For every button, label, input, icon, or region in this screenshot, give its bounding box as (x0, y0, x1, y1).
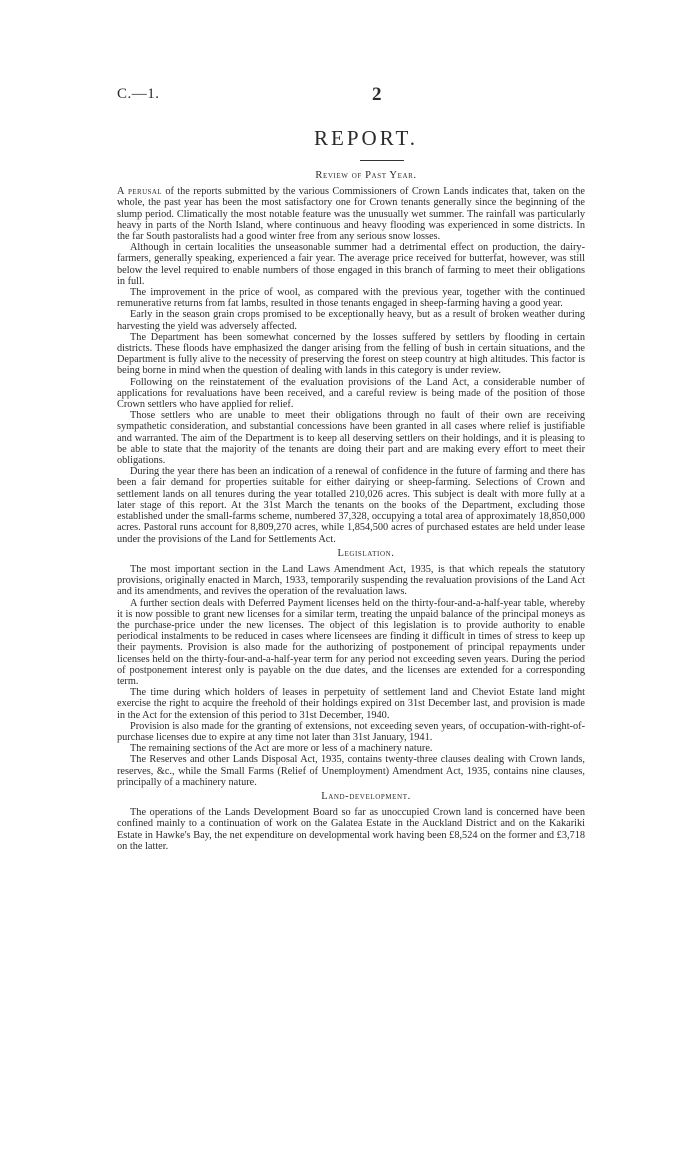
review-paragraph-8: During the year there has been an indication of a renewal of confidence in the future of farming and there has been a fair demand for properties suitable for either dairying or sheep-farming. Selections of Crown and settlement lands on all tenures during the year totalled 210,026 acres. This subject is dealt with more fully at a later stage of this report. At the 31st March the tenants on the books of the Department, excluding those established under the small-farms scheme, numbered 37,328, occupying a total area of approximately 18,850,000 acres. Pastoral runs account for 8,809,270 acres, while 1,854,500 acres of purchased estates are held under lease under the provisions of the Land for Settlements Act. (117, 466, 585, 545)
report-title: REPORT. (314, 126, 418, 150)
title-divider (360, 160, 404, 161)
legislation-paragraph-4: Provision is also made for the granting of extensions, not exceeding seven years, of occupation-with-right-of-purchase licenses due to expire at any time not later than 31st January, 1941. (117, 720, 585, 743)
review-paragraph-4: Early in the season grain crops promised to be exceptionally heavy, but as a result of broken weather during harvesting the yield was adversely affected. (117, 309, 585, 332)
legislation-paragraph-3: The time during which holders of leases in perpetuity of settlement land and Cheviot Estate land might exercise the right to acquire the freehold of their holdings expired on 31st December last, and provision is made in the Act for the extension of this period to 31st December, 1940. (117, 687, 585, 721)
review-paragraph-3: The improvement in the price of wool, as compared with the previous year, together with the continued remunerative returns from fat lambs, resulted in those tenants engaged in sheep-farming having a good year. (117, 287, 585, 310)
review-paragraph-1 (117, 186, 585, 242)
land-development-heading: Land-development. (321, 790, 411, 802)
legislation-paragraph-5: The remaining sections of the Act are more or less of a machinery nature. (130, 743, 433, 755)
review-paragraph-5: The Department has been somewhat concerned by the losses suffered by settlers by flooding in certain districts. These floods have emphasized the danger arising from the felling of bush in certain situations, and the Department is fully alive to the necessity of preserving the forest on steep country at high altitudes. This factor is being borne in mind when the question of dealing with lands in this category is under review. (117, 331, 585, 377)
review-paragraph-1-lead: A perusal (117, 186, 162, 198)
review-heading: Review of Past Year. (315, 170, 417, 181)
legislation-heading: Legislation. (337, 547, 395, 559)
legislation-paragraph-2: A further section deals with Deferred Payment licenses held on the thirty-four-and-a-half-year table, whereby it is now possible to grant new licenses for a similar term, treating the unpaid balance of the principal moneys as the purchase-price under the new licenses. The object of this legislation is to provide authority to enable periodical instalments to be reduced in cases where licensees are finding it difficult in times of stress to keep up their payments. Provision is also made for the authorizing of postponement of principal repayments under licenses held on the thirty-four-and-a-half-year term for any period not exceeding seven years. During the period of postponement interest only is payable on the due dates, and the licenses are extended for a corresponding term. (117, 597, 585, 687)
review-paragraph-1-text: of the reports submitted by the various Commissioners of Crown Lands indicates that, taken on the whole, the past year has been the most satisfactory one for Crown tenants generally since the beginning of the slump period. Climatically the most notable feature was the unusually wet summer. The rainfall was particularly heavy in parts of the North Island, where continuous and heavy flooding was experienced in some districts. In the far South pastoralists had a good winter free from any serious snow losses. (117, 186, 585, 243)
review-paragraph-7: Those settlers who are unable to meet their obligations through no fault of their own are receiving sympathetic consideration, and substantial concessions have been granted in all cases where relief is justifiable and warranted. The aim of the Department is to keep all deserving settlers on their holdings, and it is pleasing to be able to state that the majority of the tenants are doing their part and are making every effort to meet their obligations. (117, 410, 585, 467)
review-paragraph-2: Although in certain localities the unseasonable summer had a detrimental effect on production, the dairy-farmers, generally speaking, experienced a fair year. The average price received for butterfat, however, was still below the level required to enable numbers of those engaged in this branch of farming to meet their obligations in full. (117, 242, 585, 287)
report-body (117, 170, 585, 852)
page-reference: C.—1. (117, 86, 160, 102)
land-development-paragraph-1: The operations of the Lands Development Board so far as unoccupied Crown land is concerned have been confined mainly to a continuation of work on the Galatea Estate in the Auckland District and on the Kakariki Estate in Hawke's Bay, the net expenditure on developmental work having been £8,524 on the former and £3,718 on the latter. (117, 807, 585, 852)
legislation-paragraph-6: The Reserves and other Lands Disposal Act, 1935, contains twenty-three clauses dealing with Crown lands, reserves, &c., while the Small Farms (Relief of Unemployment) Amendment Act, 1935, contains nine clauses, principally of a machinery nature. (117, 754, 585, 788)
review-paragraph-6: Following on the reinstatement of the evaluation provisions of the Land Act, a considerable number of applications for revaluations have been received, and a careful review is being made of the position of those Crown settlers who have applied for relief. (117, 376, 585, 411)
legislation-paragraph-1: The most important section in the Land Laws Amendment Act, 1935, is that which repeals the statutory provisions, originally enacted in March, 1933, temporarily suspending the revaluation provisions of the Land Act and its amendments, and revives the operation of the revaluation laws. (117, 563, 585, 598)
page-number: 2 (372, 84, 382, 105)
